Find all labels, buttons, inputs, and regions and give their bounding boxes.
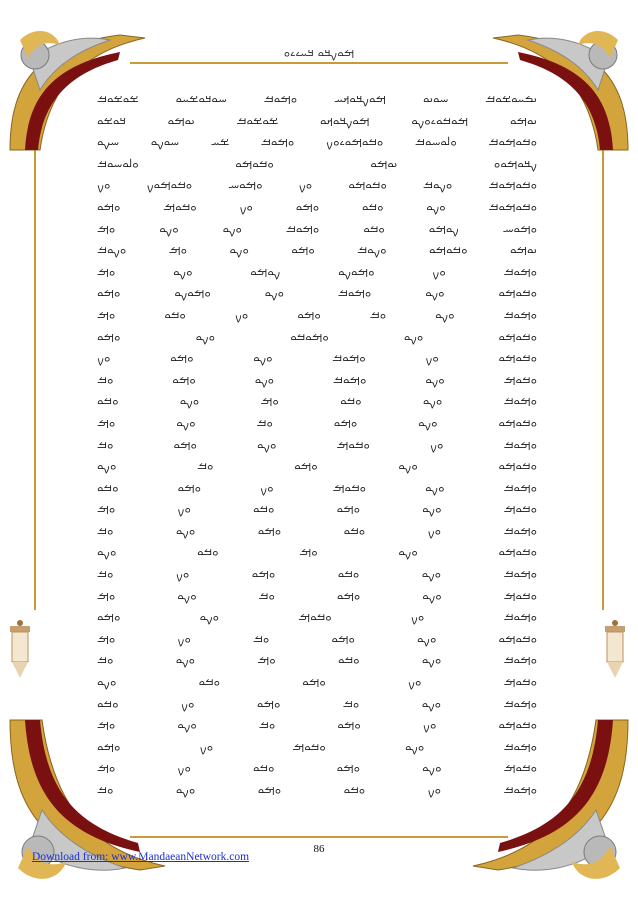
text-line: ࡀࡓࡀࡌࡀ ࡀࡍࡀ ࡀࡌࡀࡓ ࡀࡍࡀ ࡀࡌࡀࡍࡀ ࡀࡌࡀ: [97, 285, 537, 300]
text-line: ࡀࡌࡀࡓ ࡀࡍࡀ ࡀࡓ ࡀࡌࡀ ࡀࡍ ࡀࡓࡀ ࡀࡌ: [97, 306, 537, 321]
text-line: ࡀࡓࡀࡌࡀ ࡀࡍ ࡀࡌࡀࡓ ࡀࡍࡀ ࡀࡌࡀ ࡀࡍ: [97, 350, 537, 365]
text-line: ࡀࡌࡀࡓ ࡀࡍࡀ ࡀࡓࡀ ࡀࡌ ࡀࡍࡀ ࡀࡓ: [97, 652, 537, 667]
text-line: ࡀࡌࡀࡓ ࡀࡍࡀ ࡀࡓࡀ ࡀࡌࡀ ࡀࡍ ࡀࡓ: [97, 566, 537, 581]
page-number: 86: [313, 843, 325, 855]
text-line: ࡀࡌࡀࡓ ࡀࡍࡀ ࡀࡓࡀ ࡀࡌ ࡀࡍࡀ ࡀࡓࡀ: [97, 393, 537, 408]
frame-left-line: [34, 140, 36, 610]
left-lamp-icon: [5, 618, 35, 688]
text-line: ࡀࡓࡀࡌࡀ ࡀࡍ ࡀࡌࡀ ࡀࡓ ࡀࡍࡀ ࡀࡌ: [97, 717, 537, 732]
download-link[interactable]: Download from: www.MandaeanNetwork.com: [32, 851, 250, 863]
text-line: ࡀࡓࡀࡌࡀࡓ ࡀࡋࡀࡄࡀࡓ ࡀࡓࡀࡌࡀࡉࡀࡍ ࡀࡌࡀࡓ ࡁࡄ ࡄࡀࡍࡀ ࡄࡍࡀ: [97, 134, 537, 149]
frame-top-line: [130, 62, 508, 64]
text-line: ࡀࡓࡀࡌࡀ ࡀࡍࡀ ࡀࡌࡀ ࡀࡓ ࡀࡍࡀ: [97, 458, 537, 473]
text-line: ࡀࡓࡀࡌࡀࡓ ࡀࡍࡀࡓ ࡀࡓࡀࡌࡀ ࡀࡍ ࡀࡌࡀࡄ ࡀࡓࡀࡌࡀࡍ ࡀࡍ: [97, 177, 537, 192]
text-line: ࡀࡌࡀࡓ ࡀࡍ ࡀࡓࡀࡌ ࡀࡍࡀ ࡀࡌࡀ ࡀࡓ: [97, 436, 537, 451]
text-line: ࡀࡓࡀࡌ ࡀࡍࡀ ࡀࡌࡀࡓ ࡀࡍࡀ ࡀࡌࡀ ࡀࡓ: [97, 371, 537, 386]
right-lamp-icon: [600, 618, 630, 688]
text-line: ࡀࡓࡀࡌࡀ ࡀࡍࡀ ࡀࡌࡀ ࡀࡓ ࡀࡍ ࡀࡌ: [97, 630, 537, 645]
text-line: ࡀࡌࡀࡓ ࡀࡍ ࡀࡓࡀࡌ ࡀࡍࡀ ࡀࡌࡀ: [97, 609, 537, 624]
text-line: ࡀࡌࡀࡓ ࡀࡍࡀ ࡀࡓࡀࡌ ࡀࡍ ࡀࡌࡀ: [97, 738, 537, 753]
text-line: ࡅࡀࡌࡀ ࡌࡀࡓࡀࡉࡀࡍࡀ ࡌࡀࡍࡃࡀࡕࡀ ࡁࡀࡁࡀࡓ ࡅࡀࡌࡀ ࡃࡀࡁࡀ: [97, 112, 537, 127]
text-line: ࡀࡌࡀࡓ ࡀࡍࡀ ࡀࡓࡀࡌ ࡀࡍ ࡀࡌࡀ ࡀࡓࡀ: [97, 479, 537, 494]
text-line: ࡀࡓࡀࡌ ࡀࡍࡀ ࡀࡌࡀ ࡀࡓࡀ ࡀࡍ ࡀࡌ: [97, 760, 537, 775]
page-header: ࡌࡀࡍࡃࡀ ࡃࡄࡉࡉࡀ: [283, 45, 355, 59]
text-line: ࡅࡏࡄࡀࡁࡀࡓ ࡄࡀࡅࡀ ࡌࡀࡍࡃࡀࡕࡄ ࡀࡌࡀࡓ ࡄࡀࡃࡀࡁࡄࡀ ࡁࡀࡁࡀࡓ: [97, 91, 537, 105]
text-line: ࡀࡌࡀࡓ ࡀࡍ ࡀࡌࡀࡍࡀ ࡍࡀࡌࡀ ࡀࡍࡀ ࡀࡌ: [97, 263, 537, 278]
text-line: ࡀࡌࡀࡓ ࡀࡍ ࡀࡓࡀ ࡀࡌࡀ ࡀࡍࡀ ࡀࡓ: [97, 522, 537, 537]
text-line: ࡀࡌࡀࡄ ࡍࡀࡌࡀ ࡀࡓࡀ ࡀࡌࡀࡓ ࡀࡍࡀ ࡀࡍࡀ ࡀࡌ: [97, 220, 537, 235]
text-line: ࡀࡓࡀࡌ ࡀࡍࡀ ࡀࡌࡀ ࡀࡓࡀ ࡀࡍ ࡀࡌ: [97, 501, 537, 516]
frame-right-line: [602, 140, 604, 610]
mandaic-text-block: [97, 88, 537, 801]
text-line: ࡅࡀࡌࡀ ࡀࡓࡀࡌࡀ ࡀࡍࡀࡓ ࡀࡌࡀ ࡀࡍࡀ ࡀࡌ ࡀࡍࡀࡓ: [97, 242, 537, 257]
frame-bottom-line: [130, 836, 508, 838]
text-line: ࡀࡓࡀࡌࡀ ࡀࡍࡀ ࡀࡌࡀ ࡀࡓ ࡀࡍࡀ ࡀࡌ: [97, 414, 537, 429]
text-line: ࡀࡓࡀࡌ ࡀࡍࡀ ࡀࡌࡀ ࡀࡓ ࡀࡍࡀ ࡀࡌ: [97, 587, 537, 602]
text-line: ࡀࡌࡀࡓ ࡀࡍࡀ ࡀࡓ ࡀࡌࡀ ࡀࡍ ࡀࡓࡀ: [97, 695, 537, 710]
text-line: ࡍࡃࡀࡌࡀࡀ ࡅࡀࡌࡀ ࡀࡓࡀࡌࡀ ࡀࡋࡀࡄࡀࡓ: [97, 155, 537, 170]
text-line: ࡀࡓࡀࡌࡀࡓ ࡀࡍࡀ ࡀࡓࡀ ࡀࡌࡀ ࡀࡍ ࡀࡓࡀࡌ ࡀࡌࡀ: [97, 198, 537, 213]
text-line: ࡀࡓࡀࡌ ࡀࡍ ࡀࡌࡀ ࡀࡓࡀ ࡀࡍࡀ: [97, 674, 537, 689]
text-line: ࡀࡓࡀࡌࡀ ࡀࡍࡀ ࡀࡌࡀࡓࡀ ࡀࡍࡀ ࡀࡌࡀ: [97, 328, 537, 343]
text-line: ࡀࡌࡀࡓ ࡀࡍ ࡀࡓࡀ ࡀࡌࡀ ࡀࡍࡀ ࡀࡓ: [97, 782, 537, 796]
text-line: ࡀࡓࡀࡌࡀ ࡀࡍࡀ ࡀࡌ ࡀࡓࡀ ࡀࡍࡀ: [97, 544, 537, 559]
